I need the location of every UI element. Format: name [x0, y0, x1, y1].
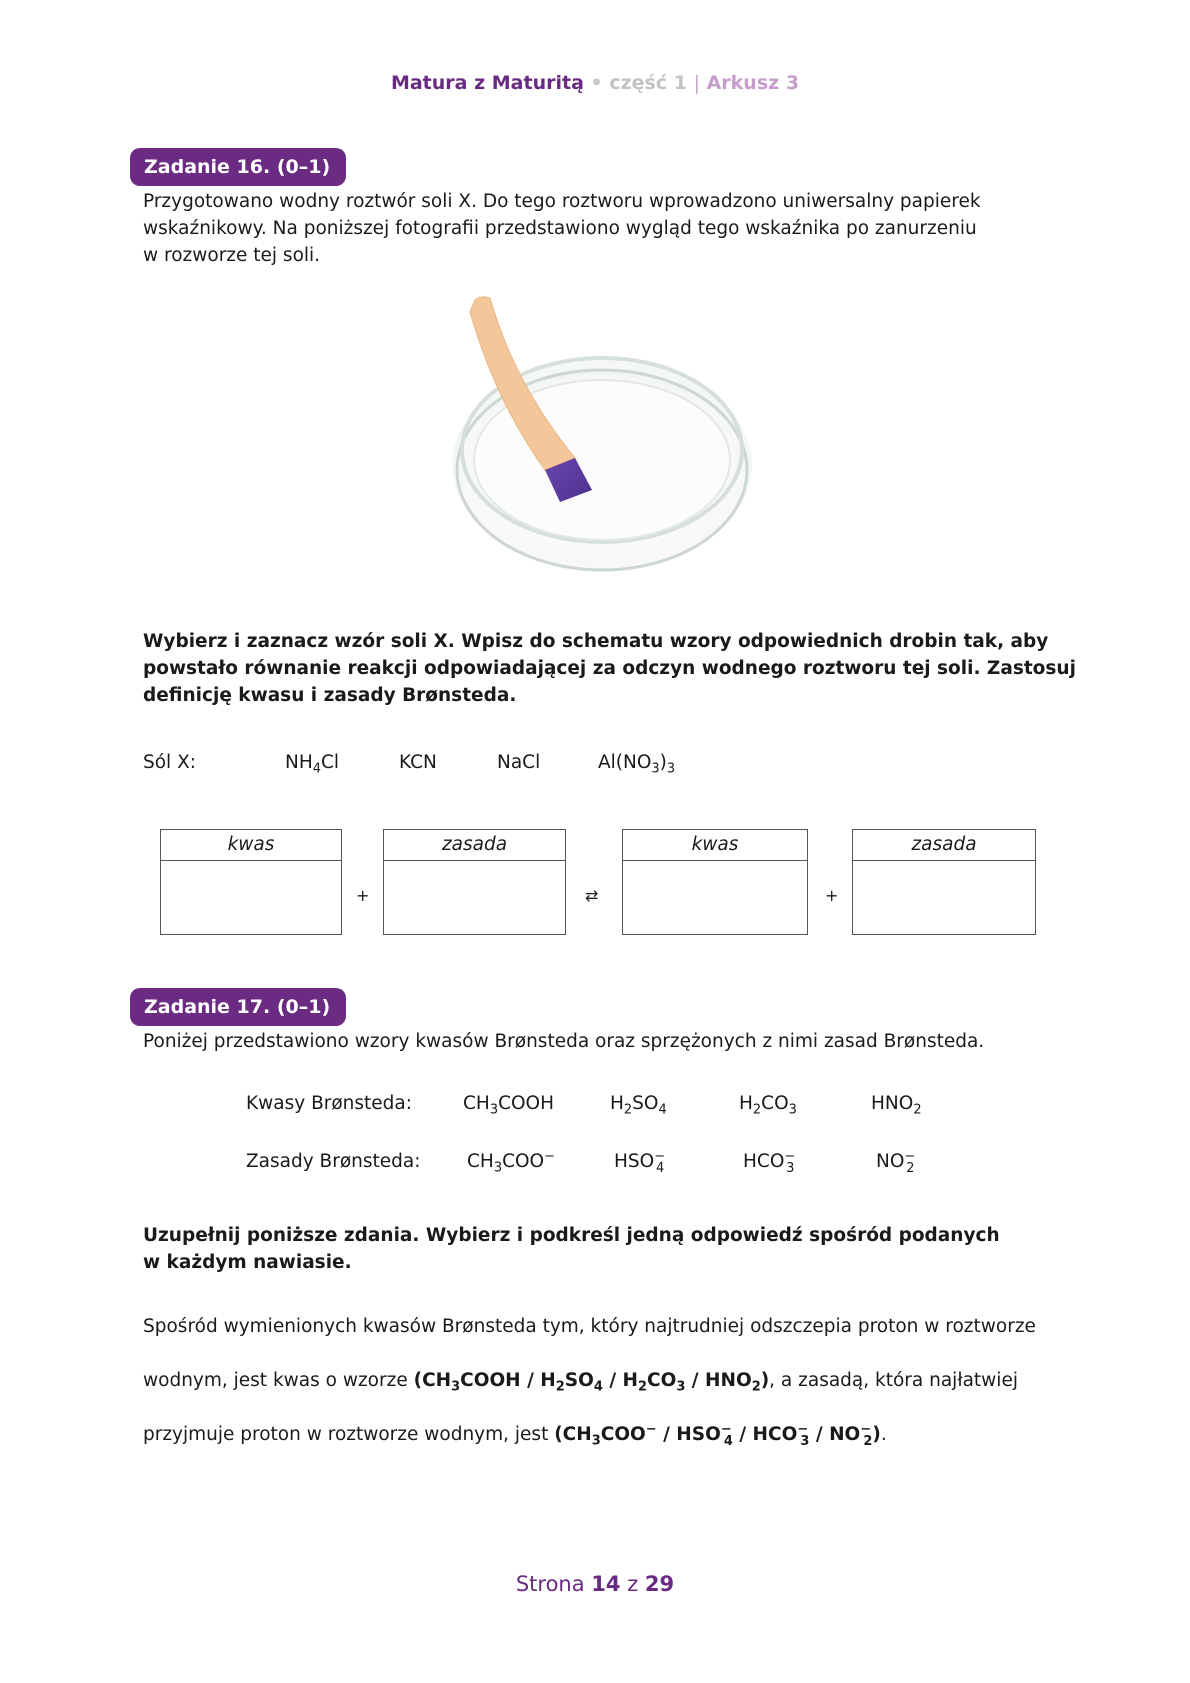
- header-separator: |: [693, 72, 700, 94]
- base-option-ch3coo[interactable]: $CH_3COO^-$: [562, 1421, 657, 1449]
- scheme-box-acid-1[interactable]: [160, 829, 342, 935]
- page-footer: Strona 14 z 29: [515, 1572, 675, 1596]
- acid-formula: $H_2CO_3$: [739, 1093, 797, 1118]
- base-choice-group: $(CH_3COO^- / HSO^-_4 / HCO^-_3 / NO^-_2)$: [554, 1421, 881, 1449]
- header-dot: •: [590, 72, 603, 94]
- intro-line: wskaźnikowy. Na poniższej fotografii przedstawiono wygląd tego wskaźnika po zanurzeniu: [143, 218, 977, 239]
- equilibrium-arrow-icon: ⇄: [585, 886, 599, 905]
- task-16-intro: [143, 188, 981, 269]
- salt-option-nacl[interactable]: NaCl: [497, 752, 541, 773]
- sentence-line-3: przyjmuje proton w roztworze wodnym, jest $(CH_3COO^- / HSO^-_4 / HCO^-_3 / NO^-_2)$.: [143, 1421, 887, 1449]
- sentence-line-2: wodnym, jest kwas o wzorze $(CH_3COOH / H_2SO_4 / H_2CO_3 / HNO_2)$, a zasadą, która najłatwiej: [143, 1370, 1018, 1395]
- base-formula: $NO^-_2$: [876, 1148, 916, 1176]
- plus-sign: +: [356, 886, 370, 905]
- task-16-instruction: [143, 628, 1076, 709]
- salt-option-kcn[interactable]: KCN: [399, 752, 437, 773]
- acid-option-hno2[interactable]: $HNO_2$: [704, 1370, 761, 1395]
- plus-sign: +: [825, 886, 839, 905]
- intro-line: Przygotowano wodny roztwór soli X. Do tego roztworu wprowadzono uniwersalny papierek: [143, 191, 981, 212]
- acid-option-h2so4[interactable]: $H_2SO_4$: [540, 1370, 603, 1395]
- task-16-badge: Zadanie 16. (0–1): [130, 148, 346, 186]
- salt-options: [143, 752, 1043, 782]
- intro-line: w rozworze tej soli.: [143, 245, 321, 266]
- salt-option-nh4cl[interactable]: $NH_4Cl$: [285, 752, 340, 777]
- scheme-box-header: zasada: [384, 830, 565, 861]
- acid-option-h2co3[interactable]: $H_2CO_3$: [622, 1370, 686, 1395]
- base-option-hso4[interactable]: $HSO^-_4$: [676, 1421, 733, 1449]
- scheme-box-acid-2[interactable]: [622, 829, 808, 935]
- instruction-line: Uzupełnij poniższe zdania. Wybierz i podkreśl jedną odpowiedź spośród podanych: [143, 1225, 1000, 1246]
- total-pages: 29: [644, 1572, 675, 1596]
- base-formula: $HSO^-_4$: [614, 1148, 666, 1176]
- base-formula: $CH_3COO^-$: [467, 1148, 555, 1176]
- base-option-hco3[interactable]: $HCO^-_3$: [752, 1421, 810, 1449]
- header-brand: Matura z Maturitą: [390, 72, 584, 94]
- task-17-instruction: [143, 1222, 1000, 1276]
- task-17-badge: Zadanie 17. (0–1): [130, 988, 346, 1026]
- petri-dish-icon: [440, 290, 760, 600]
- base-formula: $HCO^-_3$: [743, 1148, 796, 1176]
- salt-label: Sól X:: [143, 752, 196, 773]
- scheme-box-header: kwas: [623, 830, 807, 861]
- acid-formula: $CH_3COOH$: [463, 1093, 555, 1118]
- salt-option-alno33[interactable]: $Al(NO_3)_3$: [598, 752, 676, 777]
- acid-formula: $H_2SO_4$: [610, 1093, 667, 1118]
- bases-label: Zasady Brønsteda:: [246, 1151, 421, 1172]
- page-header: [0, 72, 1190, 94]
- header-sheet: Arkusz 3: [706, 72, 800, 94]
- header-part: część 1: [609, 72, 687, 94]
- instruction-line: definicję kwasu i zasady Brønsteda.: [143, 685, 517, 706]
- current-page: 14: [591, 1572, 621, 1596]
- instruction-line: w każdym nawiasie.: [143, 1252, 352, 1273]
- acid-choice-group: $(CH_3COOH / H_2SO_4 / H_2CO_3 / HNO_2)$: [413, 1370, 770, 1395]
- sentence-line-1: Spośród wymienionych kwasów Brønsteda tym, który najtrudniej odszczepia proton w roztworze: [143, 1316, 1036, 1337]
- acids-label: Kwasy Brønsteda:: [246, 1093, 412, 1114]
- task-17-intro: Poniżej przedstawiono wzory kwasów Brønsteda oraz sprzężonych z nimi zasad Brønsteda.: [143, 1031, 985, 1052]
- acid-option-ch3cooh[interactable]: $CH_3COOH$: [422, 1370, 521, 1395]
- scheme-box-base-1[interactable]: [383, 829, 566, 935]
- instruction-line: Wybierz i zaznacz wzór soli X. Wpisz do schematu wzory odpowiednich drobin tak, aby: [143, 631, 1049, 652]
- base-option-no2[interactable]: $NO^-_2$: [829, 1421, 873, 1449]
- scheme-box-base-2[interactable]: [852, 829, 1036, 935]
- instruction-line: powstało równanie reakcji odpowiadającej za odczyn wodnego roztworu tej soli. Zastosuj: [143, 658, 1076, 679]
- scheme-box-header: kwas: [161, 830, 341, 861]
- acid-formula: $HNO_2$: [871, 1093, 922, 1118]
- indicator-photo: [440, 290, 760, 600]
- scheme-box-header: zasada: [853, 830, 1035, 861]
